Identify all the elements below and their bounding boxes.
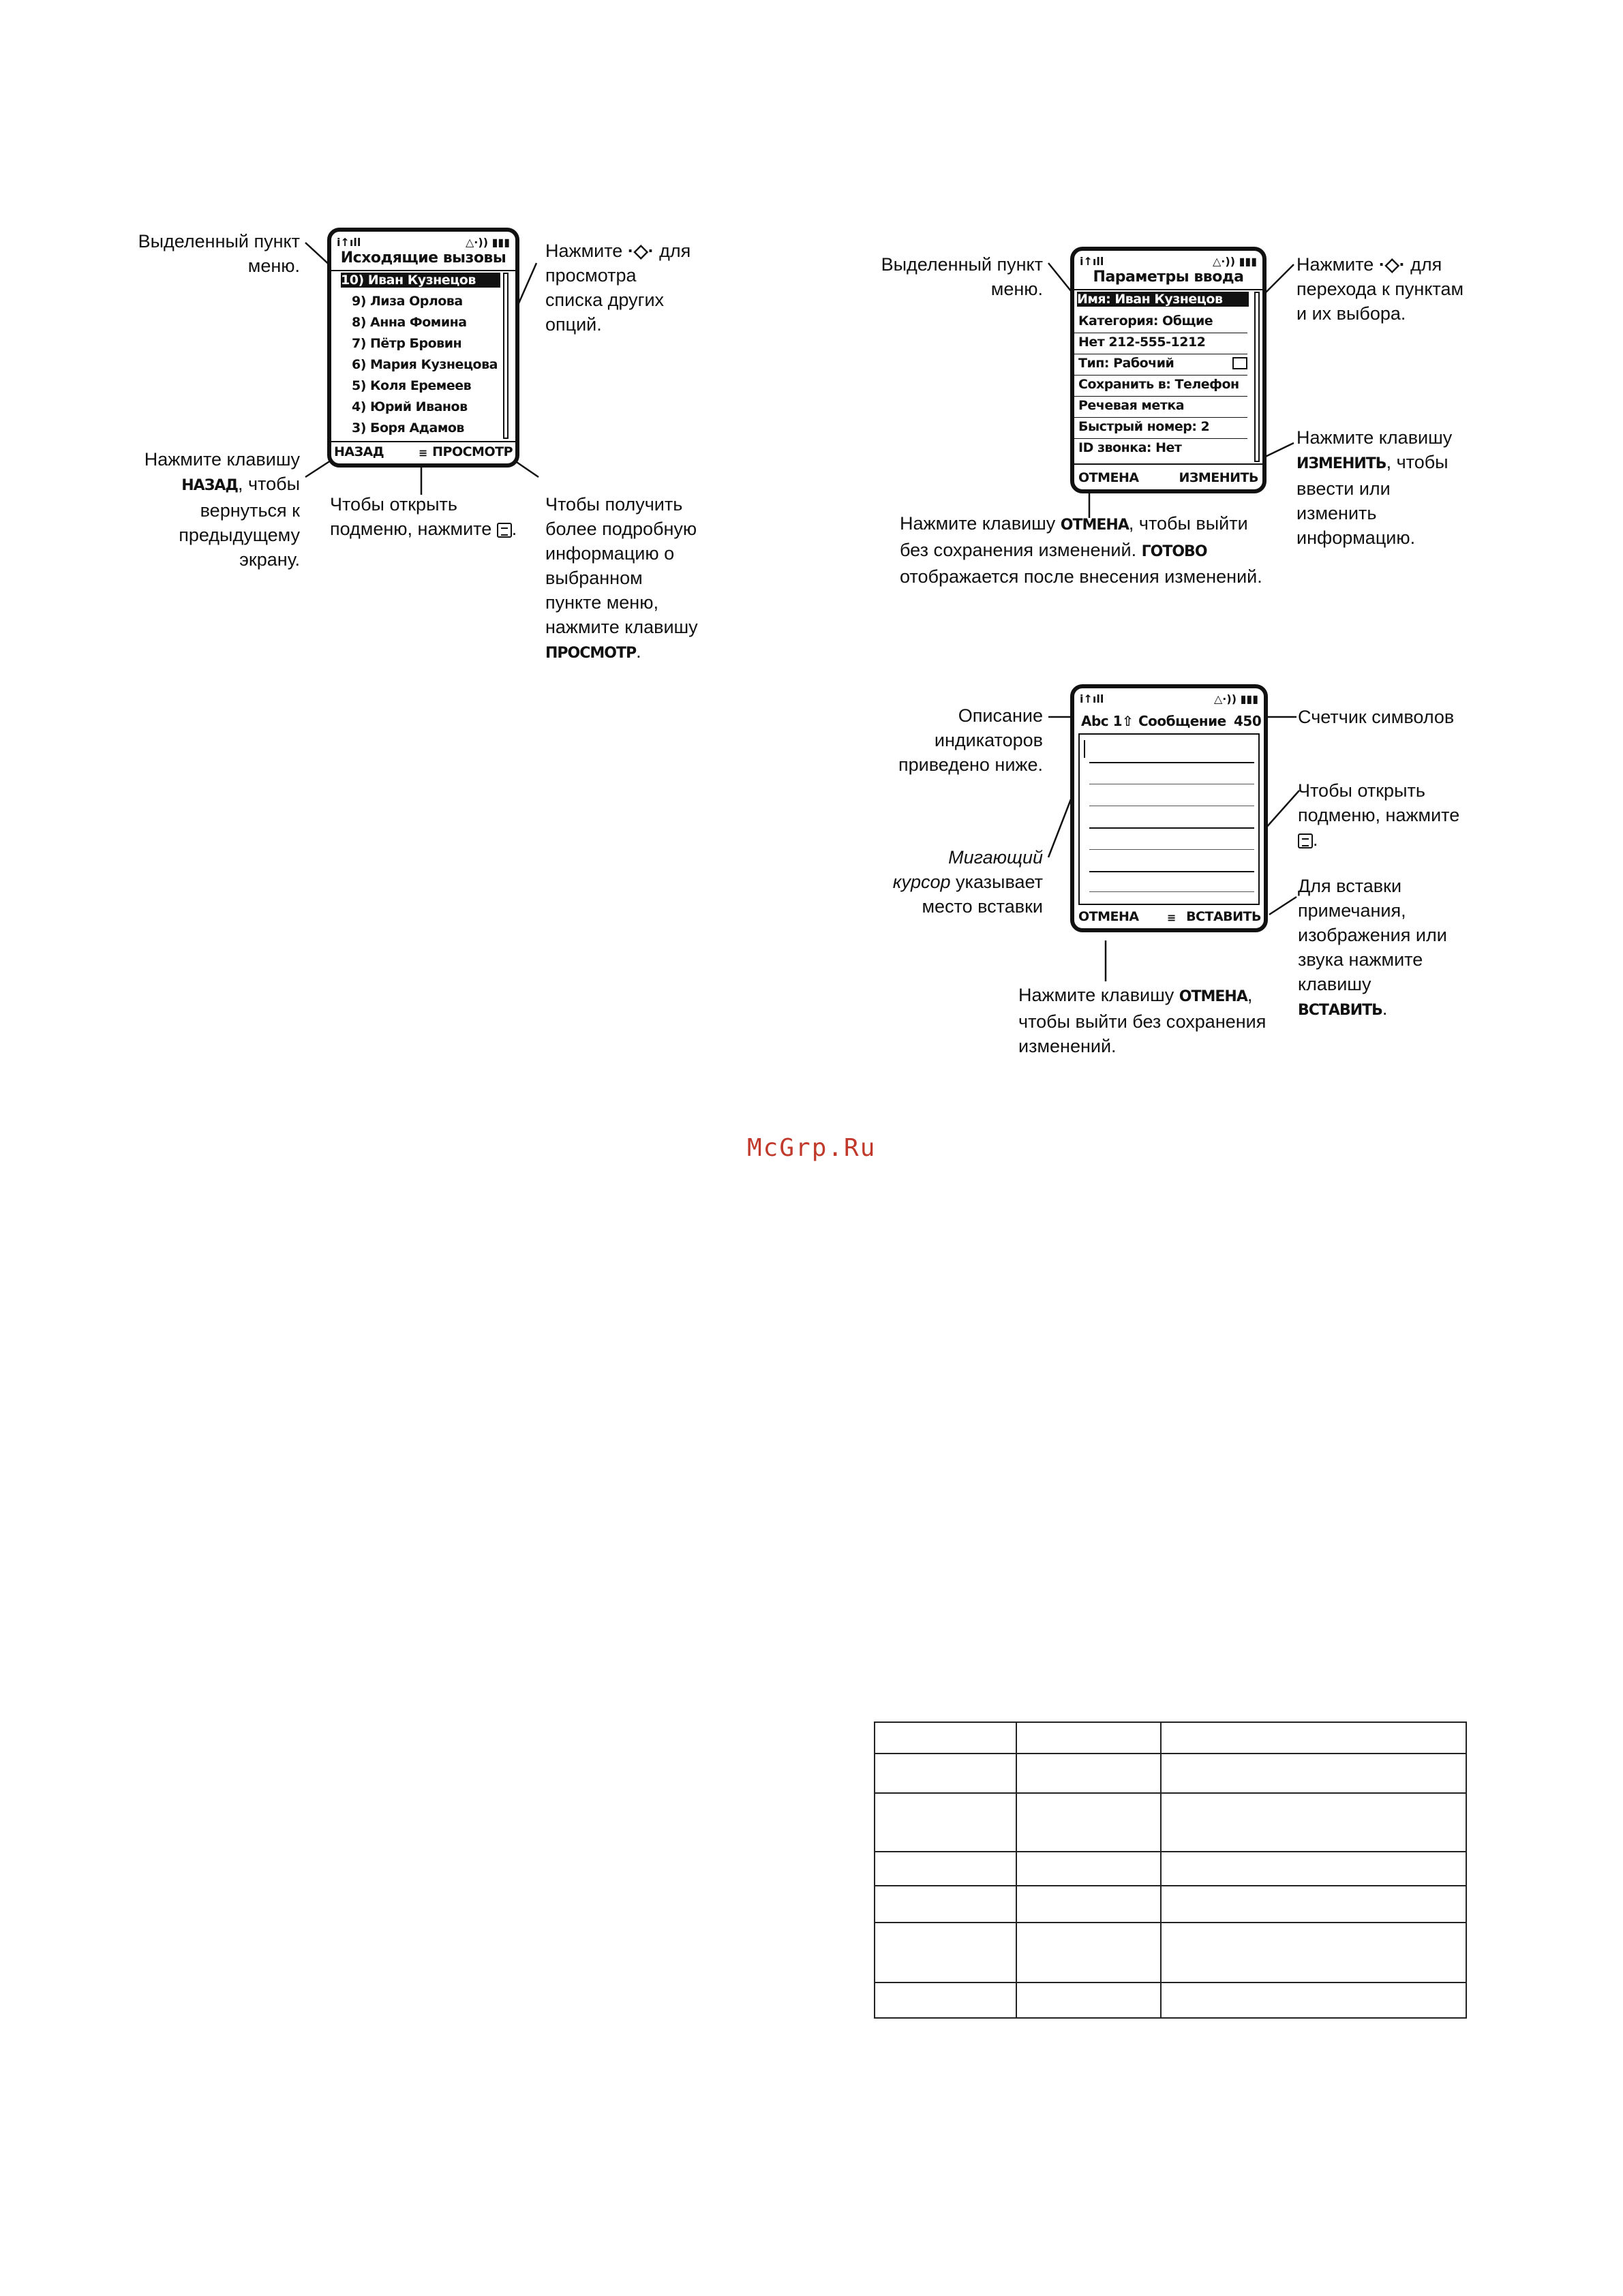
- callout-highlight: Выделенный пункт меню.: [881, 254, 1043, 299]
- callout-back: Нажмите клавишу НАЗАД, чтобы вернуться к предыдущему экрану.: [144, 449, 300, 570]
- softkey-insert[interactable]: ВСТАВИТЬ: [1186, 909, 1261, 924]
- callout-highlight: Выделенный пункт меню.: [138, 231, 300, 276]
- callout-edit: Нажмите клавишу ИЗМЕНИТЬ, чтобы ввести или изменить информацию.: [1296, 427, 1453, 548]
- list-item[interactable]: 7) Пётр Бровин: [352, 336, 462, 351]
- list-item[interactable]: Нет 212-555-1212: [1078, 335, 1206, 350]
- list-item[interactable]: 6) Мария Кузнецова: [352, 357, 498, 372]
- phone-screen-entry-settings: [1070, 247, 1266, 493]
- menu-key-icon: [497, 523, 512, 538]
- battery-icon: △·)) ▮▮▮: [1214, 692, 1258, 705]
- screen-title: Сообщение: [1138, 713, 1226, 729]
- menu-icon[interactable]: ≡: [1167, 911, 1176, 924]
- character-counter: 450: [1234, 713, 1262, 729]
- status-bar: [331, 236, 515, 251]
- status-bar: [1074, 692, 1264, 707]
- list-item[interactable]: 9) Лиза Орлова: [352, 294, 463, 309]
- text-cursor: [1084, 740, 1085, 758]
- callout-nav: Нажмите ·◇· для перехода к пунктам и их выбора.: [1296, 252, 1474, 326]
- callout-insert: Для вставки примечания, изображения или звука нажмите клавишу ВСТАВИТЬ.: [1298, 876, 1447, 1019]
- callout-cancel: Нажмите клавишу ОТМЕНА, чтобы выйти без сохранения изменений.: [1018, 985, 1266, 1056]
- callout-cursor: Мигающий курсор указывает место вставки: [892, 847, 1043, 917]
- signal-icon: i↑ıll: [337, 236, 361, 249]
- status-bar: [1074, 255, 1262, 270]
- battery-icon: △·)) ▮▮▮: [1213, 255, 1257, 268]
- menu-icon[interactable]: ≡: [419, 446, 427, 459]
- softkey-view[interactable]: ПРОСМОТР: [432, 444, 513, 459]
- list-item[interactable]: 5) Коля Еремеев: [352, 378, 472, 393]
- nav-key-icon: ·◇·: [1378, 254, 1406, 275]
- list-item[interactable]: 3) Боря Адамов: [352, 420, 464, 435]
- signal-icon: i↑ıll: [1080, 692, 1104, 705]
- screen-title: Параметры ввода: [1093, 269, 1244, 286]
- list-item[interactable]: Тип: Рабочий: [1078, 356, 1174, 371]
- list-item[interactable]: Категория: Общие: [1078, 313, 1213, 328]
- callout-view: Чтобы получить более подробную информацию о выбранном пункте меню, нажмите клавишу ПРОСМОТР.: [545, 494, 698, 662]
- list-item[interactable]: Сохранить в: Телефон: [1078, 377, 1239, 392]
- battery-icon: △·)) ▮▮▮: [466, 236, 510, 249]
- input-mode-indicator: Abc 1⇧: [1081, 713, 1134, 729]
- softkey-cancel[interactable]: ОТМЕНА: [1078, 909, 1139, 924]
- keyboard-icon: [1232, 357, 1247, 369]
- list-item[interactable]: Быстрый номер: 2: [1078, 419, 1210, 434]
- scrollbar[interactable]: [503, 273, 509, 439]
- watermark-logo: McGrp.Ru: [747, 1134, 877, 1162]
- callout-cancel: Нажмите клавишу ОТМЕНА, чтобы выйти без сохранения изменений. ГОТОВО отображается после внесения изменений.: [900, 513, 1262, 587]
- list-item-selected[interactable]: 10) Иван Кузнецов: [341, 273, 500, 288]
- list-item[interactable]: 4) Юрий Иванов: [352, 399, 468, 414]
- list-item[interactable]: ID звонка: Нет: [1078, 440, 1182, 455]
- callout-counter: Счетчик символов: [1298, 707, 1455, 727]
- list-item-selected[interactable]: Имя: Иван Кузнецов: [1077, 292, 1249, 307]
- scrollbar[interactable]: [1254, 292, 1260, 462]
- list-item[interactable]: 8) Анна Фомина: [352, 315, 467, 330]
- list-item[interactable]: Речевая метка: [1078, 398, 1185, 413]
- callout-indicators: Описание индикаторов приведено ниже.: [898, 705, 1043, 775]
- message-text-area[interactable]: [1078, 733, 1260, 905]
- screen-title: Исходящие вызовы: [340, 249, 506, 266]
- softkey-edit[interactable]: ИЗМЕНИТЬ: [1179, 470, 1258, 485]
- empty-table: [874, 1721, 1467, 2019]
- menu-key-icon: [1298, 833, 1313, 848]
- signal-icon: i↑ıll: [1080, 255, 1104, 268]
- callout-nav: Нажмите ·◇· для просмотра списка других опций.: [545, 239, 695, 337]
- phone-screen-message-editor: [1070, 684, 1268, 932]
- softkey-back[interactable]: НАЗАД: [334, 444, 384, 459]
- phone-screen-recent-calls: [327, 228, 519, 468]
- softkey-cancel[interactable]: ОТМЕНА: [1078, 470, 1139, 485]
- callout-submenu: Чтобы открыть подменю, нажмите .: [330, 494, 517, 539]
- callout-submenu: Чтобы открыть подменю, нажмите .: [1298, 780, 1460, 850]
- nav-key-icon: ·◇·: [627, 241, 654, 261]
